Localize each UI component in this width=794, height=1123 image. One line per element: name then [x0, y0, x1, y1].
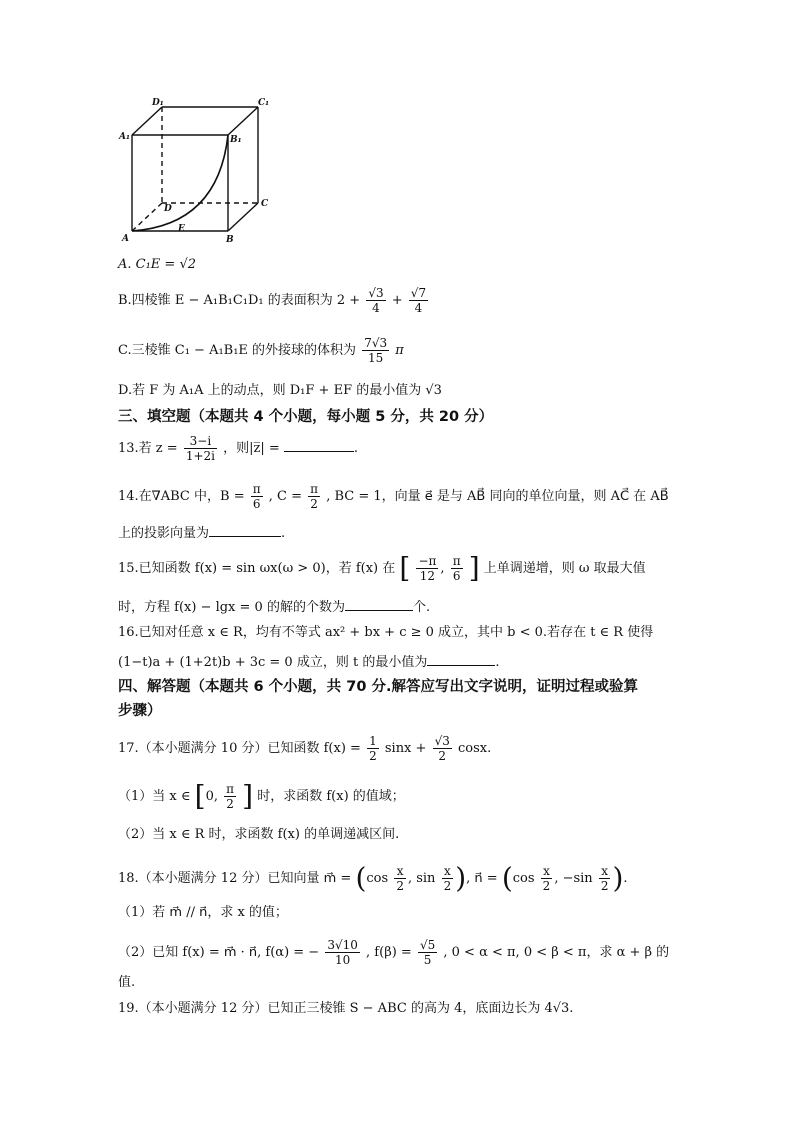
option-b: B.四棱锥 E − A₁B₁C₁D₁ 的表面积为 2 + $\frac{√3}{4}$ + $\frac{√7}{4}$ [118, 286, 427, 315]
label-b1: B₁ [230, 135, 242, 145]
label-e: E [178, 224, 185, 234]
q14-frac1: $\frac{\pi}{6}$ [252, 482, 261, 511]
edge-cb [228, 203, 258, 231]
q17-frac1: $\frac{1}{2}$ [369, 734, 377, 763]
q18-p2-frac1: $\frac{3√10}{10}$ [327, 938, 358, 967]
question-13: 13.若 z = $\frac{3-i}{1+2i}$ ，则|z̅| = . [118, 434, 359, 463]
question-18-part1: （1）若 m⃗ ∕∕ n⃗，求 x 的值； [118, 905, 288, 920]
option-c-text: C.三棱锥 C₁ − A₁B₁E 的外接球的体积为 [118, 343, 357, 358]
question-17-part2: （2）当 x ∈ R 时，求函数 f(x) 的单调递减区间. [118, 827, 400, 842]
option-b-frac2: $\frac{√7}{4}$ [410, 286, 427, 315]
q15-answer-blank[interactable] [345, 596, 413, 611]
option-b-text: B.四棱锥 E − A₁B₁C₁D₁ 的表面积为 2 + [118, 293, 361, 308]
label-a1: A₁ [119, 132, 130, 142]
q18-frac1: $\frac{x}{2}$ [396, 864, 404, 893]
q14-answer-blank[interactable] [209, 522, 281, 537]
edge-a1d1 [132, 107, 162, 135]
label-b: B [226, 235, 234, 245]
option-c-frac: $\frac{7√3}{15}$ [364, 336, 388, 365]
question-16-line1: 16.已知对任意 x ∈ R，均有不等式 ax² + bx + c ≥ 0 成立，其中 b < 0.若存在 t ∈ R 使得 [118, 625, 654, 640]
label-c1: C₁ [258, 98, 270, 108]
q13-answer-blank[interactable] [284, 437, 354, 452]
question-18-part2-cont: 值. [118, 975, 136, 990]
q14-frac2: $\frac{\pi}{2}$ [310, 482, 319, 511]
q18-p2-frac2: $\frac{√5}{5}$ [419, 938, 436, 967]
edge-c1b1 [228, 107, 258, 135]
question-18-part2: （2）已知 f(x) = m⃗ · n⃗, f(α) = − $\frac{3√10}{10}$ , f(β) = $\frac{√5}{5}$ , 0 < α < π, 0 < β < π，求 α + β 的 [118, 938, 670, 967]
label-d: D [164, 204, 172, 214]
q17-p1-frac: $\frac{\pi}{2}$ [226, 782, 235, 811]
section-4-title-line1: 四、解答题（本题共 6 个小题，共 70 分.解答应写出文字说明，证明过程或验算 [118, 679, 638, 695]
section-3-title: 三、填空题（本题共 4 个小题，每小题 5 分，共 20 分） [118, 409, 494, 425]
q16-answer-blank[interactable] [427, 651, 495, 666]
option-d: D.若 F 为 A₁A 上的动点，则 D₁F + EF 的最小值为 √3 [118, 383, 442, 398]
option-a: A. C₁E = √2 [118, 257, 197, 272]
q15-frac2: $\frac{\pi}{6}$ [452, 554, 461, 583]
q15-frac1: $\frac{-\pi}{12}$ [418, 554, 437, 583]
question-16-line2: (1−t)a + (1+2t)b + 3c = 0 成立，则 t 的最小值为 . [118, 651, 499, 672]
question-17: 17.（本小题满分 10 分）已知函数 f(x) = $\frac{1}{2}$ sinx + $\frac{√3}{2}$ cosx. [118, 734, 492, 763]
arc-ae-b1 [132, 135, 228, 231]
q18-frac2: $\frac{x}{2}$ [443, 864, 452, 893]
q17-frac2: $\frac{√3}{2}$ [434, 734, 450, 763]
question-19: 19.（本小题满分 12 分）已知正三棱锥 S − ABC 的高为 4，底面边长为 4√3. [118, 1001, 574, 1016]
q18-frac3: $\frac{x}{2}$ [542, 864, 551, 893]
label-c: C [261, 199, 269, 209]
question-17-part1: （1）当 x ∈ [0, $\frac{\pi}{2}$ ] 时，求函数 f(x) 的值域； [118, 779, 405, 813]
question-14-line2: 上的投影向量为 . [118, 522, 285, 543]
question-15-line2: 时，方程 f(x) − lgx = 0 的解的个数为 个. [118, 596, 430, 617]
option-b-frac1: $\frac{√3}{4}$ [368, 286, 384, 315]
q13-frac: $\frac{3-i}{1+2i}$ [185, 434, 215, 463]
label-d1: D₁ [152, 98, 164, 108]
question-18: 18.（本小题满分 12 分）已知向量 m⃗ = (cos $\frac{x}{2}$ , sin $\frac{x}{2}$ ), n⃗ = (cos $\frac{x}{2}$ , −sin $\frac{x}{2}$ ). [118, 861, 628, 895]
label-a: A [122, 234, 129, 244]
cube-figure [118, 95, 278, 245]
option-c: C.三棱锥 C₁ − A₁B₁E 的外接球的体积为 $\frac{7√3}{15}$ π [118, 336, 404, 365]
question-15-line1: 15.已知函数 f(x) = sin ωx(ω > 0)，若 f(x) 在 [ $\frac{-\pi}{12}$ , $\frac{\pi}{6}$ ] 上单调递增，则 ω 取最大值 [118, 551, 646, 585]
question-14-line1: 14.在∇ABC 中，B = $\frac{\pi}{6}$ , C = $\frac{\pi}{2}$ , BC = 1，向量 e⃗ 是与 AB⃗ 同向的单位向量，则 AC⃗ 在 AB⃗ [118, 482, 669, 511]
section-4-title-line2: 步骤） [118, 703, 162, 719]
q18-frac4: $\frac{x}{2}$ [600, 864, 609, 893]
